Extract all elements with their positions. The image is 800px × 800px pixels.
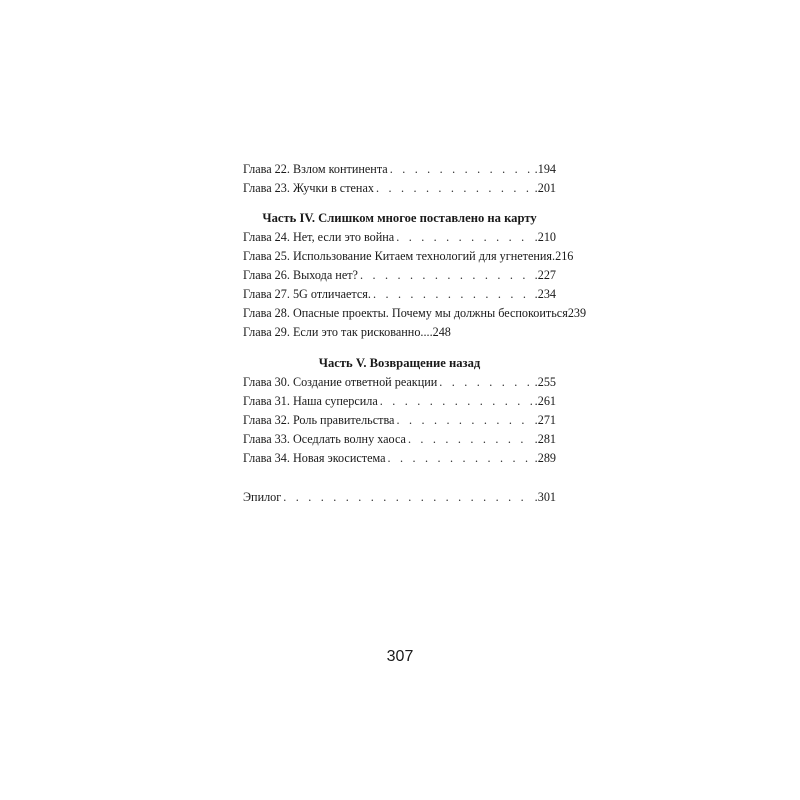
toc-entry [243,266,556,285]
toc-entry-title: Глава 34. Новая экосистема [243,451,386,465]
toc-entry-title: Глава 23. Жучки в стенах [243,181,374,195]
toc-entry-page: .210 [534,230,556,244]
dot-leader [408,430,533,449]
toc-entry-title: Глава 29. Если это так рискованно... [243,325,430,339]
dot-leader [376,179,533,198]
toc-entry-title: Глава 31. Наша суперсила [243,394,378,408]
toc-entry [243,430,556,449]
toc-entry-title: Глава 26. Выхода нет? [243,268,358,282]
dot-leader [360,266,533,285]
dot-leader [388,449,533,468]
toc-entry [243,179,556,198]
toc-entry-title: Эпилог [243,490,282,504]
toc-entry-page: 239 [567,306,587,320]
toc-entry-title: Глава 27. 5G отличается. [243,287,371,301]
toc-entry-page: .234 [534,287,556,301]
toc-entry [243,373,556,392]
toc-entry [243,285,556,304]
toc-entry-epilog [243,488,556,507]
toc-entry-title: Глава 33. Оседлать волну хаоса [243,432,406,446]
dot-leader [283,488,532,507]
toc-entry-page: .261 [534,394,556,408]
toc-entry [243,323,556,342]
toc-entry-title: Глава 22. Взлом континента [243,162,388,176]
toc-entry-title: Глава 30. Создание ответной реакции [243,375,438,389]
dot-leader [439,373,532,392]
toc-entry-page: .194 [534,162,556,176]
dot-leader [373,285,533,304]
part-heading: Часть V. Возвращение назад [318,356,481,370]
toc-entry-page: .201 [534,181,556,195]
toc-entry-page: .271 [534,413,556,427]
dot-leader [396,411,532,430]
toc-entry-page: .255 [534,375,556,389]
toc-entry-page: .301 [534,490,556,504]
toc-entry-title: Глава 25. Использование Китаем технологий для угнетения [243,249,553,263]
toc-entry [243,228,556,247]
dot-leader [380,392,533,411]
toc-entry-page: .248 [429,325,451,339]
toc-entry-page: .281 [534,432,556,446]
toc-entry [243,304,587,323]
page-number: 307 [386,648,414,665]
toc-entry [243,392,556,411]
toc-entry-page: .289 [534,451,556,465]
toc-entry-title: Глава 24. Нет, если это война [243,230,395,244]
toc-entry-title: Глава 28. Опасные проекты. Почему мы должны беспокоиться [243,306,568,320]
dot-leader [396,228,532,247]
toc-entry-page: .227 [534,268,556,282]
toc-entry-title: Глава 32. Роль правительства [243,413,395,427]
toc-entry [243,247,574,266]
toc-entry-page: .216 [552,249,574,263]
table-of-contents [243,160,587,507]
dot-leader [390,160,533,179]
toc-entry [243,411,556,430]
toc-entry [243,160,556,179]
toc-entry [243,449,556,468]
part-heading: Часть IV. Слишком многое поставлено на карту [262,211,537,225]
